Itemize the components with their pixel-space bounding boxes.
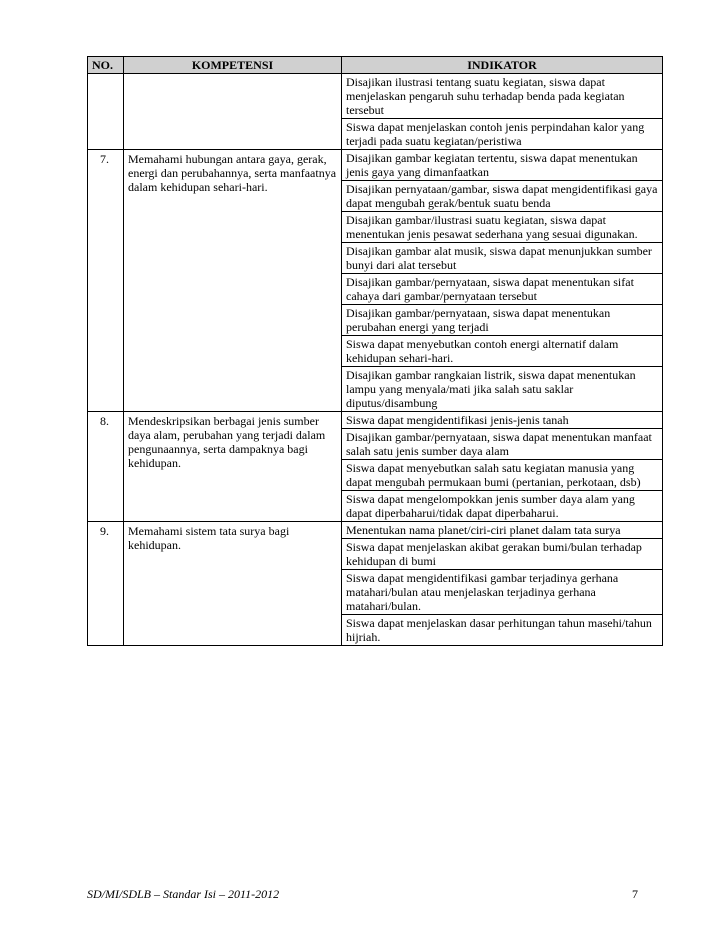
row-number: 9.	[88, 522, 124, 646]
indikator-item: Siswa dapat menjelaskan dasar perhitungan tahun masehi/tahun hijriah.	[346, 616, 652, 644]
indikator-item: Disajikan ilustrasi tentang suatu kegiatan, siswa dapat menjelaskan pengaruh suhu terhadap benda pada kegiatan tersebut	[342, 74, 662, 119]
indikator-item: Disajikan gambar/pernyataan, siswa dapat menentukan perubahan energi yang terjadi	[342, 305, 662, 336]
indikator-item: Siswa dapat mengelompokkan jenis sumber daya alam yang dapat diperbaharui/tidak dapat diperbaharui.	[346, 492, 635, 520]
indikator-item: Siswa dapat mengidentifikasi gambar terjadinya gerhana matahari/bulan atau menjelaskan terjadinya gerhana matahari/bulan.	[342, 570, 662, 615]
row-number	[88, 74, 124, 150]
header-kompetensi: KOMPETENSI	[124, 57, 342, 74]
table-header-row	[88, 57, 663, 74]
table-row	[88, 522, 663, 646]
row-number: 8.	[88, 412, 124, 522]
indikator-cell	[342, 74, 663, 150]
indikator-item: Disajikan pernyataan/gambar, siswa dapat mengidentifikasi gaya dapat mengubah gerak/bentuk suatu benda	[342, 181, 662, 212]
kompetensi-cell	[124, 74, 342, 150]
indikator-item: Siswa dapat mengidentifikasi jenis-jenis tanah	[342, 412, 662, 429]
header-no: NO.	[88, 57, 124, 74]
page-number: 7	[632, 887, 638, 901]
kompetensi-cell: Memahami sistem tata surya bagi kehidupan.	[124, 522, 342, 646]
indikator-item: Disajikan gambar/pernyataan, siswa dapat menentukan sifat cahaya dari gambar/pernyataan tersebut	[342, 274, 662, 305]
table-row	[88, 412, 663, 522]
indikator-item: Disajikan gambar/ilustrasi suatu kegiatan, siswa dapat menentukan jenis pesawat sederhana yang sesuai digunakan.	[342, 212, 662, 243]
footer-title: SD/MI/SDLB – Standar Isi – 2011-2012	[87, 887, 280, 901]
indikator-cell	[342, 522, 663, 646]
indikator-item: Disajikan gambar rangkaian listrik, siswa dapat menentukan lampu yang menyala/mati jika salah satu saklar diputus/disambung	[346, 368, 636, 410]
indikator-cell	[342, 412, 663, 522]
kompetensi-cell: Mendeskripsikan berbagai jenis sumber daya alam, perubahan yang terjadi dalam pengunaannya, serta dampaknya bagi kehidupan.	[124, 412, 342, 522]
header-indikator: INDIKATOR	[342, 57, 663, 74]
indikator-item: Disajikan gambar kegiatan tertentu, siswa dapat menentukan jenis gaya yang dimanfaatkan	[342, 150, 662, 181]
competency-table	[87, 56, 663, 646]
indikator-item: Siswa dapat menyebutkan contoh energi alternatif dalam kehidupan sehari-hari.	[342, 336, 662, 367]
row-number: 7.	[88, 150, 124, 412]
indikator-item: Siswa dapat menjelaskan akibat gerakan bumi/bulan terhadap kehidupan di bumi	[342, 539, 662, 570]
table-row	[88, 74, 663, 150]
indikator-item: Siswa dapat menyebutkan salah satu kegiatan manusia yang dapat mengubah permukaan bumi (pertanian, perkotaan, dsb)	[342, 460, 662, 491]
indikator-item: Disajikan gambar alat musik, siswa dapat menunjukkan sumber bunyi dari alat tersebut	[342, 243, 662, 274]
indikator-item: Siswa dapat menjelaskan contoh jenis perpindahan kalor yang terjadi pada suatu kegiatan/peristiwa	[346, 120, 645, 148]
indikator-item: Disajikan gambar/pernyataan, siswa dapat menentukan manfaat salah satu jenis sumber daya alam	[342, 429, 662, 460]
indikator-cell	[342, 150, 663, 412]
table-row	[88, 150, 663, 412]
kompetensi-cell: Memahami hubungan antara gaya, gerak, energi dan perubahannya, serta manfaatnya dalam kehidupan sehari-hari.	[124, 150, 342, 412]
indikator-item: Menentukan nama planet/ciri-ciri planet dalam tata surya	[342, 522, 662, 539]
